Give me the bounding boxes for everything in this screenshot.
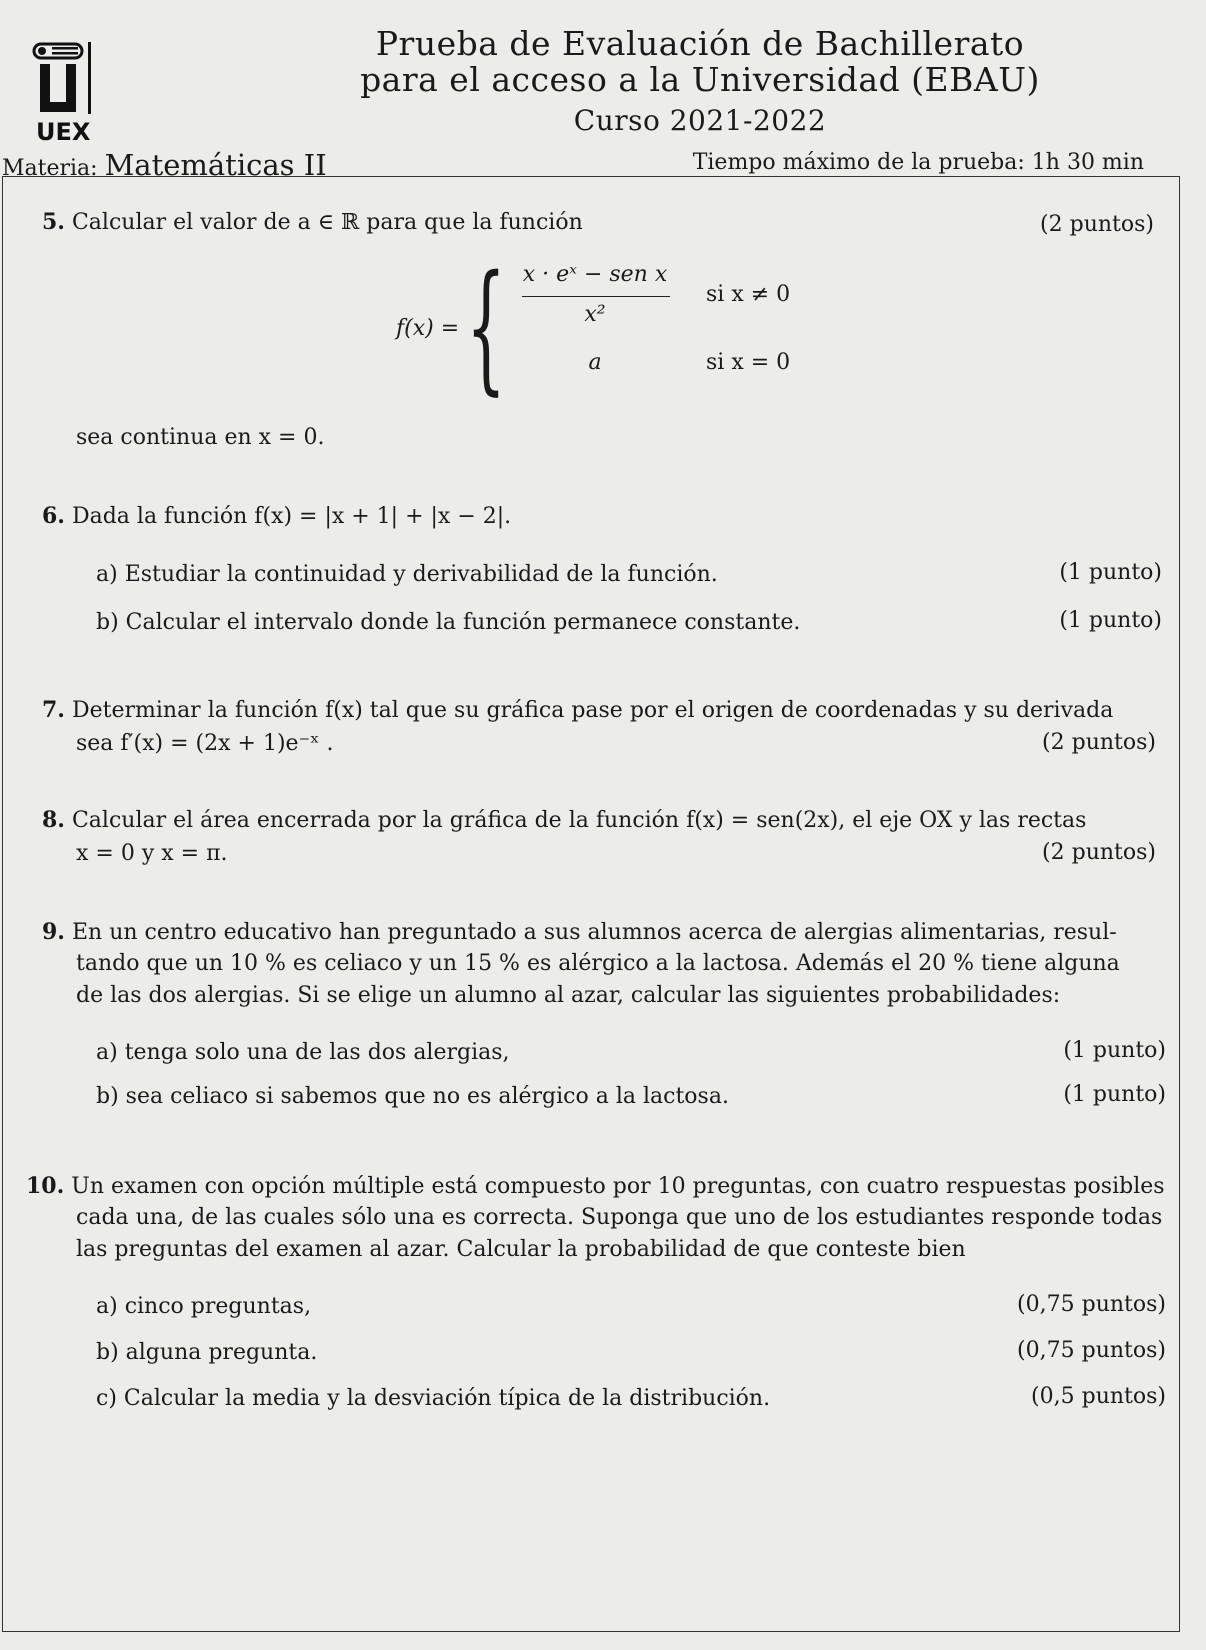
question-number: 5. <box>42 209 65 235</box>
question-5-tail: sea continua en x = 0. <box>76 425 325 450</box>
question-5-points: (2 puntos) <box>1040 212 1154 237</box>
fraction-numerator: x · eˣ − sen x <box>522 262 668 287</box>
piecewise-function <box>396 246 836 409</box>
case1-condition: si x ≠ 0 <box>706 282 791 307</box>
question-9b: b) sea celiaco si sabemos que no es alérgico a la lactosa. <box>96 1084 729 1109</box>
question-7-points: (2 puntos) <box>1042 730 1156 755</box>
question-9a-points: (1 punto) <box>1063 1038 1166 1063</box>
question-7 <box>42 694 1113 727</box>
question-6a-points: (1 punto) <box>1059 560 1162 585</box>
function-lhs: f(x) = <box>396 316 460 341</box>
question-7-line2: sea f′(x) = (2x + 1)e⁻ˣ . <box>76 731 334 756</box>
question-8-line2: x = 0 y x = π. <box>76 841 228 866</box>
question-10-line3: las preguntas del examen al azar. Calcular la probabilidad de que conteste bien <box>76 1237 966 1262</box>
fraction-denominator: x² <box>584 302 606 327</box>
subject-name: Matemáticas II <box>104 148 327 182</box>
logo-text: UEX <box>36 118 91 146</box>
question-8 <box>42 804 1086 837</box>
question-9 <box>42 916 1117 949</box>
question-number: 6. <box>42 503 65 529</box>
case2-value: a <box>588 350 602 375</box>
question-number: 8. <box>42 807 65 833</box>
case2-condition: si x = 0 <box>706 350 791 375</box>
question-number: 10. <box>26 1173 65 1199</box>
question-text: Un examen con opción múltiple está compuesto por 10 preguntas, con cuatro respuestas posibles <box>71 1174 1165 1199</box>
question-10c: c) Calcular la media y la desviación típica de la distribución. <box>96 1386 771 1411</box>
brace-symbol: { <box>466 246 507 409</box>
time-limit: Tiempo máximo de la prueba: 1h 30 min <box>692 150 1144 175</box>
question-10 <box>26 1170 1165 1203</box>
exam-course: Curso 2021-2022 <box>573 104 827 137</box>
question-number: 9. <box>42 919 65 945</box>
question-6a: a) Estudiar la continuidad y derivabilidad de la función. <box>96 562 718 587</box>
question-10a: a) cinco preguntas, <box>96 1294 312 1319</box>
question-text: Calcular el valor de a ∈ ℝ para que la función <box>71 210 583 235</box>
question-text: Determinar la función f(x) tal que su gráfica pase por el origen de coordenadas y su derivada <box>71 698 1114 723</box>
question-10-line2: cada una, de las cuales sólo una es correcta. Suponga que uno de los estudiantes responde todas <box>76 1205 1163 1230</box>
fraction-bar <box>522 296 670 297</box>
question-number: 7. <box>42 697 65 723</box>
question-9a: a) tenga solo una de las dos alergias, <box>96 1040 510 1065</box>
question-5 <box>42 206 583 239</box>
question-text: Dada la función f(x) = |x + 1| + |x − 2|. <box>71 504 512 529</box>
question-10b-points: (0,75 puntos) <box>1017 1338 1166 1363</box>
question-10b: b) alguna pregunta. <box>96 1340 318 1365</box>
question-text: Calcular el área encerrada por la gráfica de la función f(x) = sen(2x), el eje OX y las rectas <box>71 808 1087 833</box>
question-9-line3: de las dos alergias. Si se elige un alumno al azar, calcular las siguientes probabilidades: <box>76 983 1061 1008</box>
question-8-points: (2 puntos) <box>1042 840 1156 865</box>
subject-label: Materia: <box>2 156 98 181</box>
question-text: En un centro educativo han preguntado a sus alumnos acerca de alergias alimentarias, resul- <box>71 920 1117 945</box>
question-9-line2: tando que un 10 % es celiaco y un 15 % es alérgico a la lactosa. Además el 20 % tiene alguna <box>76 951 1120 976</box>
question-10c-points: (0,5 puntos) <box>1031 1384 1166 1409</box>
question-6b: b) Calcular el intervalo donde la función permanece constante. <box>96 610 801 635</box>
question-6b-points: (1 punto) <box>1059 608 1162 633</box>
question-9b-points: (1 punto) <box>1063 1082 1166 1107</box>
exam-title-line2: para el acceso a la Universidad (EBAU) <box>360 60 1040 99</box>
question-6 <box>42 500 511 533</box>
question-10a-points: (0,75 puntos) <box>1017 1292 1166 1317</box>
exam-title-line1: Prueba de Evaluación de Bachillerato <box>375 24 1025 63</box>
university-logo <box>22 42 102 147</box>
